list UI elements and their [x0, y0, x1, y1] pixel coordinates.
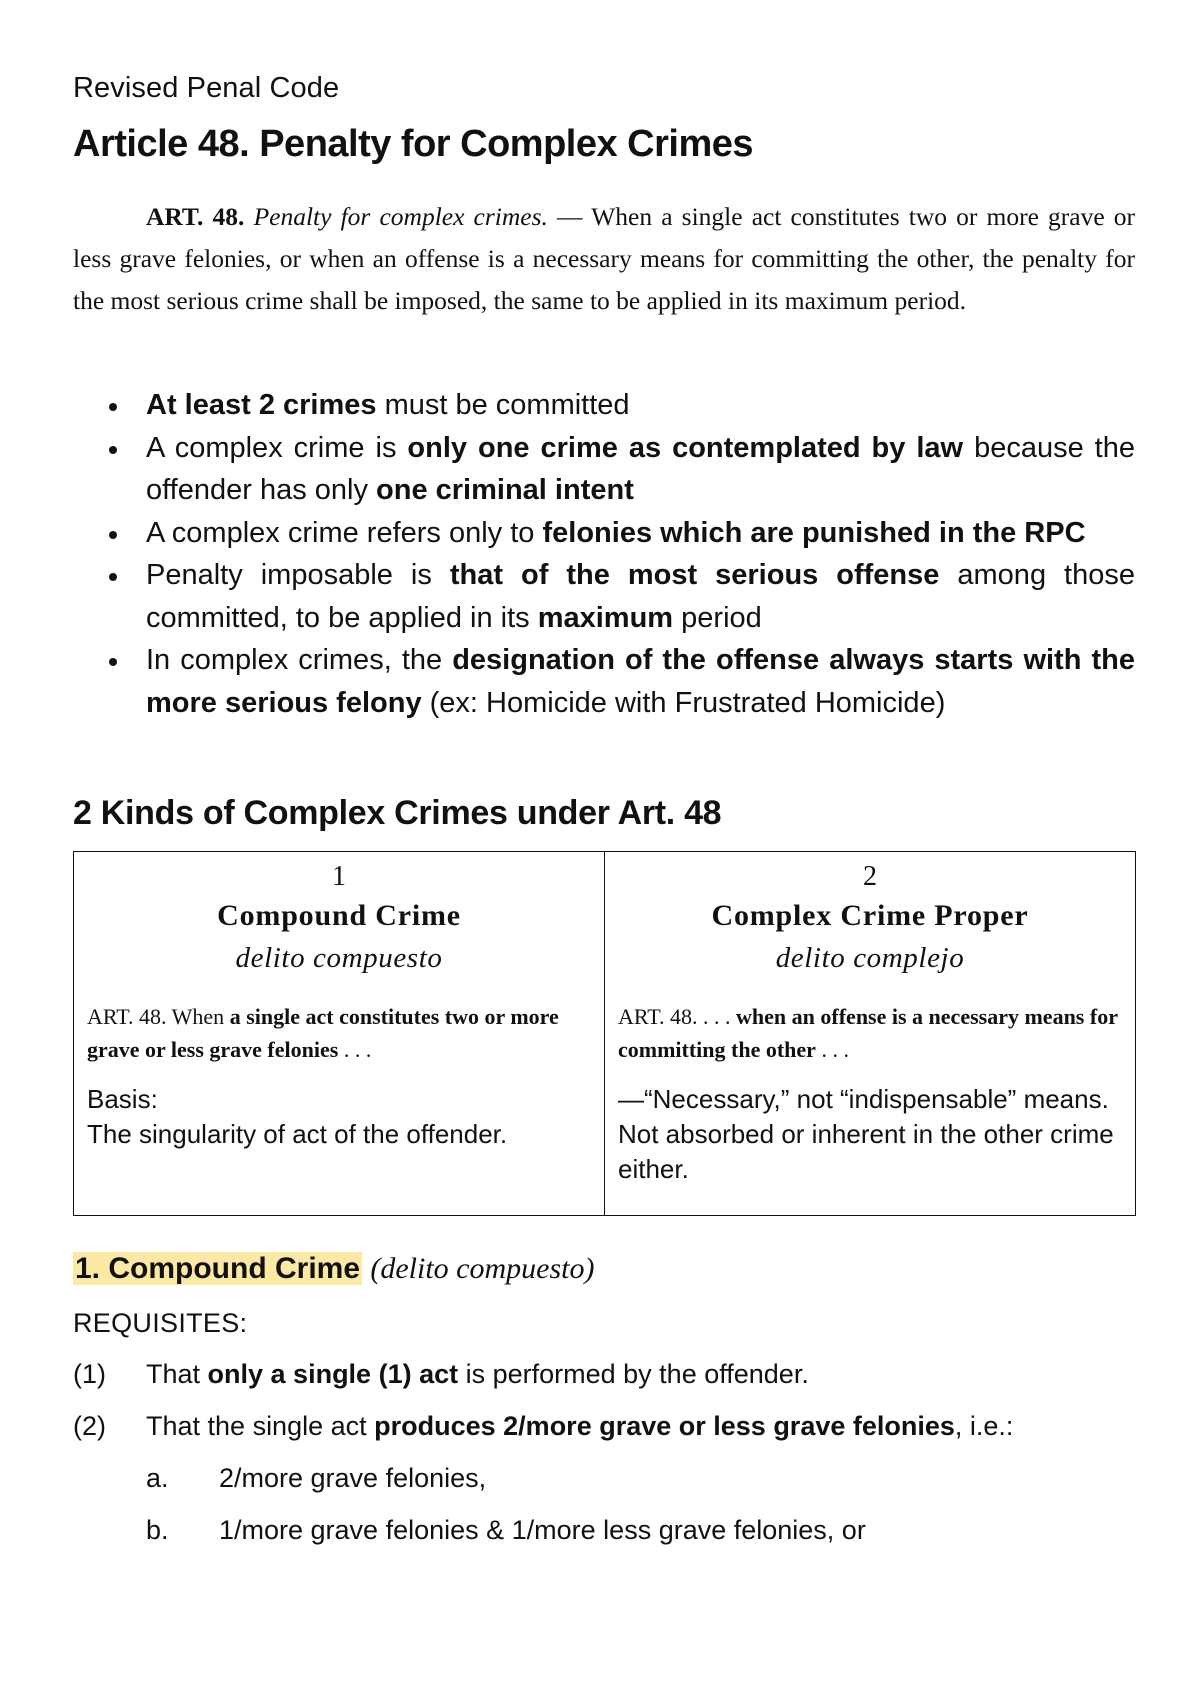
sub-item-text: 1/more grave felonies & 1/more less grave felonies, or — [219, 1515, 866, 1545]
requisite-text: , i.e.: — [954, 1411, 1014, 1441]
key-point-text: must be committed — [376, 389, 630, 421]
bullet-dot — [109, 403, 117, 411]
kind-name: Complex Crime Proper — [711, 899, 1029, 932]
requisite-emphasis: produces 2/more grave or less grave felonies — [374, 1411, 955, 1441]
requisite-item — [73, 1409, 1135, 1443]
requisite-emphasis: only a single (1) act — [207, 1359, 459, 1389]
sub-item — [73, 1461, 1135, 1495]
article-excerpt-bold: a single act constitutes two or more grave or less grave felonies — [87, 1004, 559, 1062]
kind-note-line: —“Necessary,” not “indispensable” means. Not absorbed or inherent in the other crime either. — [618, 1084, 1114, 1184]
key-point — [73, 384, 1135, 427]
key-point-emphasis: maximum — [537, 601, 674, 634]
key-point-text: period — [673, 601, 762, 634]
kind-note — [618, 1082, 1122, 1187]
key-point-emphasis: that of the most serious offense — [449, 559, 940, 591]
bullet-dot — [109, 658, 117, 666]
key-points-list — [73, 384, 1135, 724]
document-page — [73, 72, 1135, 1547]
key-point — [73, 427, 1135, 512]
key-point-text: among those committed, to be applied in its — [146, 559, 1136, 634]
key-point-text: A complex crime refers only to — [146, 516, 543, 549]
kind-cell-compound — [74, 852, 605, 1216]
requisite-text: That — [146, 1359, 208, 1389]
requisites-label: REQUISITES: — [73, 1308, 248, 1338]
bullet-dot — [109, 446, 117, 454]
statute-art-label: ART. 48. — [146, 202, 245, 231]
kind-number: 2 — [863, 861, 877, 892]
sub-item — [73, 1513, 1135, 1547]
key-point-text: (ex: Homicide with Frustrated Homicide) — [421, 686, 946, 719]
article-excerpt-plain: ART. 48. . . . — [618, 1004, 737, 1029]
key-point-text: A complex crime is — [146, 431, 408, 464]
sub-item-letter: b. — [146, 1515, 169, 1545]
key-point-text: Penalty imposable is — [146, 559, 450, 591]
sub-item-letter: a. — [146, 1463, 169, 1493]
statute-body: — When a single act constitutes two or more grave or less grave felonies, or when an offense is a necessary means for committing the other, the penalty for the most serious crime shall be imposed, the same to be applied in its maximum period. — [73, 202, 1136, 315]
key-point — [73, 512, 1135, 555]
kinds-table — [73, 851, 1136, 1216]
key-point — [73, 639, 1135, 724]
kind-note-line: Basis: — [87, 1084, 158, 1114]
section-heading-highlight: 1. Compound Crime — [75, 1252, 361, 1285]
kind-note-line: The singularity of act of the offender. — [87, 1119, 508, 1149]
requisite-text: is performed by the offender. — [458, 1359, 809, 1389]
kind-latin-term: delito complejo — [775, 942, 965, 974]
requisites-list — [73, 1357, 1135, 1443]
kind-name: Compound Crime — [217, 899, 461, 932]
requisite-number: (1) — [73, 1359, 106, 1389]
article-excerpt-bold: when an offense is a necessary means for committing the other — [618, 1004, 1118, 1062]
kind-article-excerpt — [87, 1000, 591, 1066]
kind-article-excerpt — [618, 1000, 1122, 1066]
kind-note — [87, 1082, 591, 1152]
key-point-emphasis: At least 2 crimes — [146, 389, 377, 421]
requisite-text: That the single act — [146, 1411, 375, 1441]
requisite-item — [73, 1357, 1135, 1391]
statute-heading: Penalty for complex crimes. — [253, 202, 548, 231]
page-title: Article 48. Penalty for Complex Crimes — [73, 123, 754, 165]
key-point-emphasis: felonies which are punished in the RPC — [542, 516, 1086, 549]
kind-cell-complex-proper — [605, 852, 1136, 1216]
key-point — [73, 554, 1135, 639]
bullet-dot — [109, 531, 117, 539]
key-point-text: In complex crimes, the — [146, 644, 453, 676]
article-excerpt-tail: . . . — [338, 1037, 372, 1062]
key-point-text: because the offender has only — [146, 431, 1135, 506]
kind-number: 1 — [332, 861, 346, 892]
article-excerpt-plain: ART. 48. When — [87, 1004, 230, 1029]
requisite-number: (2) — [73, 1411, 106, 1441]
bullet-dot — [109, 573, 117, 581]
document-kicker: Revised Penal Code — [73, 72, 340, 104]
section-heading-latin: (delito compuesto) — [370, 1252, 595, 1285]
statute-paragraph — [73, 196, 1135, 322]
article-excerpt-tail: . . . — [815, 1037, 849, 1062]
section-heading — [73, 1252, 1135, 1286]
kinds-heading: 2 Kinds of Complex Crimes under Art. 48 — [73, 794, 722, 832]
kind-latin-term: delito compuesto — [235, 942, 443, 974]
key-point-emphasis: one criminal intent — [376, 474, 634, 506]
key-point-emphasis: designation of the offense always starts with the more serious felony — [146, 644, 1136, 719]
sub-item-text: 2/more grave felonies, — [219, 1463, 487, 1493]
key-point-emphasis: only one crime as contemplated by law — [407, 431, 964, 464]
